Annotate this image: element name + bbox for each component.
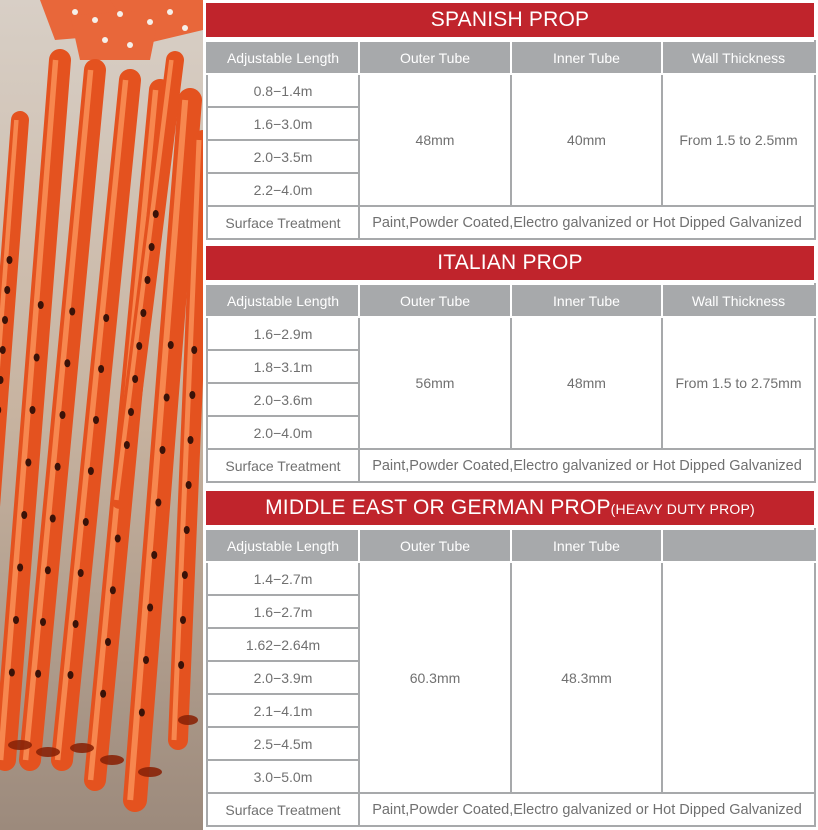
tube-hole [69, 308, 75, 316]
length-cell: 1.62−2.64m [207, 628, 359, 661]
tube-hole [191, 346, 197, 354]
section-subtitle: (HEAVY DUTY PROP) [610, 501, 755, 517]
tube-hole [110, 586, 116, 594]
tube-hole [64, 359, 70, 367]
header-inner-tube: Inner Tube [511, 529, 662, 562]
header-row [207, 284, 815, 317]
header-adjustable-length: Adjustable Length [207, 529, 359, 562]
length-cell: 0.8−1.4m [207, 74, 359, 107]
tube-hole [186, 481, 192, 489]
tube-hole [160, 446, 166, 454]
tube-hole [45, 566, 51, 574]
surface-label: Surface Treatment [207, 793, 359, 826]
tube-hole [9, 669, 15, 677]
tube-hole [7, 256, 13, 264]
tube-hole [40, 618, 46, 626]
tube-hole [73, 620, 79, 628]
surface-label: Surface Treatment [207, 206, 359, 239]
wall-thickness-cell: From 1.5 to 2.5mm [662, 74, 815, 206]
tube-hole [188, 436, 194, 444]
outer-tube-cell: 60.3mm [359, 562, 511, 793]
header-row [207, 41, 815, 74]
tube-hole [124, 441, 130, 449]
tube-hole [128, 408, 134, 416]
length-cell: 2.0−4.0m [207, 416, 359, 449]
length-cell: 2.1−4.1m [207, 694, 359, 727]
header-outer-tube: Outer Tube [359, 529, 511, 562]
tube-hole [189, 391, 195, 399]
section-title: MIDDLE EAST OR GERMAN PROP(HEAVY DUTY PROP) [206, 491, 814, 525]
table-row [207, 562, 815, 595]
tube-hole [30, 406, 36, 414]
tube-hole [98, 365, 104, 373]
inner-tube-cell: 48mm [511, 317, 662, 449]
header-row [207, 529, 815, 562]
spanish-prop-section [206, 3, 814, 240]
tube-hole [21, 511, 27, 519]
surface-label: Surface Treatment [207, 449, 359, 482]
header-wall-thickness: Wall Thickness [662, 41, 815, 74]
length-cell: 2.0−3.9m [207, 661, 359, 694]
tube-hole [178, 661, 184, 669]
table-row [207, 317, 815, 350]
tube-hole [155, 499, 161, 507]
tube-hole [55, 463, 61, 471]
inner-tube-cell: 40mm [511, 74, 662, 206]
header-adjustable-length: Adjustable Length [207, 41, 359, 74]
tube-hole [13, 616, 19, 624]
spanish-prop-table [206, 40, 816, 240]
middle-east-german-prop-section [206, 491, 814, 827]
tube-hole [140, 309, 146, 317]
tube-hole [145, 276, 151, 284]
length-cell: 2.5−4.5m [207, 727, 359, 760]
surface-value: Paint,Powder Coated,Electro galvanized or Hot Dipped Galvanized [359, 793, 815, 826]
length-cell: 1.4−2.7m [207, 562, 359, 595]
tube-hole [182, 571, 188, 579]
middle-east-prop-table [206, 528, 816, 827]
surface-row [207, 206, 815, 239]
tube-hole [139, 709, 145, 717]
tube-hole [132, 375, 138, 383]
italian-prop-table [206, 283, 816, 483]
tube-hole [151, 551, 157, 559]
outer-tube-cell: 48mm [359, 74, 511, 206]
tube-hole [105, 638, 111, 646]
length-cell: 2.2−4.0m [207, 173, 359, 206]
length-cell: 1.6−3.0m [207, 107, 359, 140]
length-cell: 2.0−3.6m [207, 383, 359, 416]
surface-row [207, 449, 815, 482]
tube-hole [164, 394, 170, 402]
surface-value: Paint,Powder Coated,Electro galvanized or Hot Dipped Galvanized [359, 449, 815, 482]
steel-props-illustration [0, 0, 203, 830]
header-inner-tube: Inner Tube [511, 284, 662, 317]
length-cell: 3.0−5.0m [207, 760, 359, 793]
header-inner-tube: Inner Tube [511, 41, 662, 74]
italian-prop-section [206, 246, 814, 483]
tube-hole [149, 243, 155, 251]
tube-hole [136, 342, 142, 350]
length-cell: 1.6−2.9m [207, 317, 359, 350]
tube-hole [2, 316, 8, 324]
outer-tube-cell: 56mm [359, 317, 511, 449]
length-cell: 1.8−3.1m [207, 350, 359, 383]
inner-tube-cell: 48.3mm [511, 562, 662, 793]
tube-hole [153, 210, 159, 218]
product-photo [0, 0, 203, 830]
tube-hole [4, 286, 10, 294]
tube-hole [88, 467, 94, 475]
header-empty [662, 529, 815, 562]
section-title: SPANISH PROP [206, 3, 814, 37]
tube-hole [78, 569, 84, 577]
header-adjustable-length: Adjustable Length [207, 284, 359, 317]
tube-hole [34, 354, 40, 362]
header-wall-thickness: Wall Thickness [662, 284, 815, 317]
tube-hole [143, 656, 149, 664]
tube-hole [83, 518, 89, 526]
tube-hole [180, 616, 186, 624]
length-cell: 2.0−3.5m [207, 140, 359, 173]
tube-hole [35, 670, 41, 678]
tube-hole [60, 411, 66, 419]
table-row [207, 74, 815, 107]
tube-hole [68, 671, 74, 679]
tube-hole [147, 604, 153, 612]
tube-hole [93, 416, 99, 424]
surface-value: Paint,Powder Coated,Electro galvanized or Hot Dipped Galvanized [359, 206, 815, 239]
tube-hole [115, 535, 121, 543]
header-outer-tube: Outer Tube [359, 41, 511, 74]
tube-hole [0, 346, 6, 354]
section-title: ITALIAN PROP [206, 246, 814, 280]
tube-hole [17, 564, 23, 572]
tube-hole [50, 515, 56, 523]
tube-hole [168, 341, 174, 349]
tube-hole [103, 314, 109, 322]
wall-thickness-cell: From 1.5 to 2.75mm [662, 317, 815, 449]
wall-thickness-cell [662, 562, 815, 793]
tube-hole [184, 526, 190, 534]
length-cell: 1.6−2.7m [207, 595, 359, 628]
tube-hole [38, 301, 44, 309]
tube-hole [100, 690, 106, 698]
surface-row [207, 793, 815, 826]
header-outer-tube: Outer Tube [359, 284, 511, 317]
tube-hole [25, 459, 31, 467]
